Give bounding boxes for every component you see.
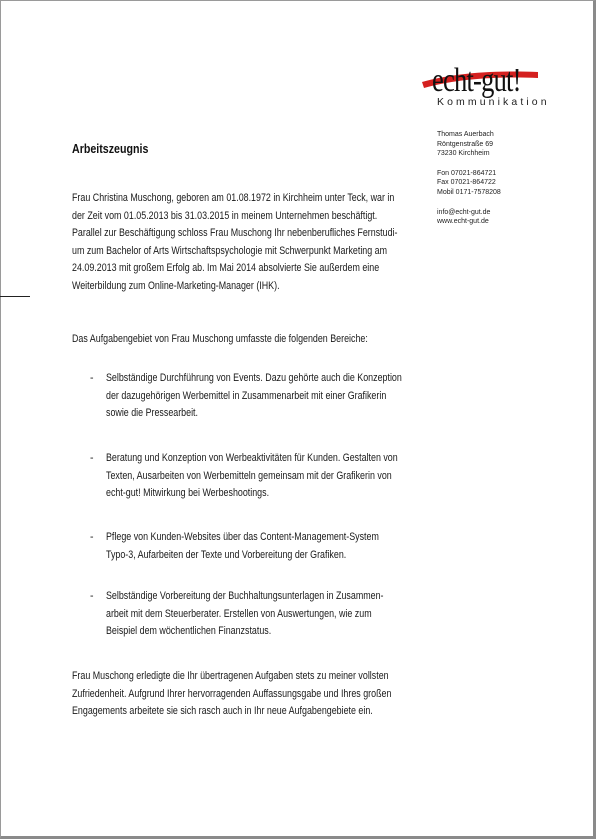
sender-mobil: Mobil 0171-7578208 [437, 188, 501, 196]
tasks-intro [72, 331, 468, 349]
bullet-line: Selbständige Durchführung von Events. Dazu gehörte auch die Konzeption [106, 372, 402, 384]
bullet-line: Pflege von Kunden-Websites über das Content-Management-System [106, 531, 379, 543]
paragraph-line: Parallel zur Beschäftigung schloss Frau Muschong Ihr nebenberufliches Fernstudi- [72, 227, 398, 239]
paragraph-line: Das Aufgabengebiet von Frau Muschong umfasste die folgenden Bereiche: [72, 333, 368, 345]
bullet-dash: - [90, 452, 94, 464]
bullet-line: Typo-3, Aufarbeiten der Texte und Vorbereitung der Grafiken. [106, 548, 347, 561]
sender-fon: Fon 07021-864721 [437, 169, 497, 177]
sender-city: 73230 Kirchheim [437, 150, 490, 158]
bullet-line: Selbständige Vorbereitung der Buchhaltungsunterlagen in Zusammen- [106, 590, 384, 602]
bullet-line: Texten, Ausarbeiten von Werbemitteln gemeinsam mit der Grafikerin von [106, 469, 392, 482]
paragraph-line: Frau Muschong erledigte die Ihr übertragenen Aufgaben stets zu meiner vollsten [72, 670, 389, 682]
logo-subtitle: Kommunikation [437, 96, 550, 108]
sender-email: info@echt-gut.de [437, 208, 491, 216]
sender-web: www.echt-gut.de [437, 218, 489, 226]
bullet-dash: - [90, 590, 94, 602]
paragraph-line: Frau Christina Muschong, geboren am 01.08.1972 in Kirchheim unter Teck, war in [72, 192, 395, 204]
closing-paragraph [72, 668, 468, 721]
paragraph-line: Engagements arbeitete sie sich rasch auch in Ihr neue Aufgabengebiete ein. [72, 705, 373, 717]
bullet-line: sowie die Pressearbeit. [106, 407, 199, 419]
bullet-line: arbeit mit dem Steuerberater. Erstellen von Auswertungen, wie zum [106, 607, 372, 620]
fold-mark [0, 296, 30, 297]
intro-paragraph [72, 190, 468, 295]
document-title: Arbeitszeugnis [72, 141, 149, 156]
bullet-line: echt-gut! Mitwirkung bei Werbeshootings. [106, 487, 270, 499]
paragraph-line: Weiterbildung zum Online-Marketing-Manager (IHK). [72, 279, 280, 292]
logo-wordmark: echt-gut! [432, 62, 521, 99]
paragraph-line: Zufriedenheit. Aufgrund Ihrer hervorragenden Auffassungsgabe und Ihres großen [72, 687, 392, 700]
bullet-dash: - [90, 531, 94, 543]
bullet-line: Beispiel dem wöchentlichen Finanzstatus. [106, 625, 272, 637]
sender-fax: Fax 07021-864722 [437, 179, 496, 187]
bullet-line: Beratung und Konzeption von Werbeaktivitäten für Kunden. Gestalten von [106, 452, 398, 464]
paragraph-line: der Zeit vom 01.05.2013 bis 31.03.2015 in meinem Unternehmen beschäftigt. [72, 209, 378, 222]
paragraph-line: 24.09.2013 mit großem Erfolg ab. Im Mai 2014 absolvierte Sie außerdem eine [72, 262, 380, 274]
paragraph-line: um zum Bachelor of Arts Wirtschaftspsychologie mit Schwerpunkt Marketing am [72, 244, 388, 257]
sender-name: Thomas Auerbach [437, 131, 494, 138]
sender-street: Röntgenstraße 69 [437, 140, 494, 148]
bullet-line: der dazugehörigen Werbemittel in Zusammenarbeit mit einer Grafikerin [106, 389, 387, 402]
bullet-dash: - [90, 372, 94, 384]
logo [420, 34, 550, 114]
